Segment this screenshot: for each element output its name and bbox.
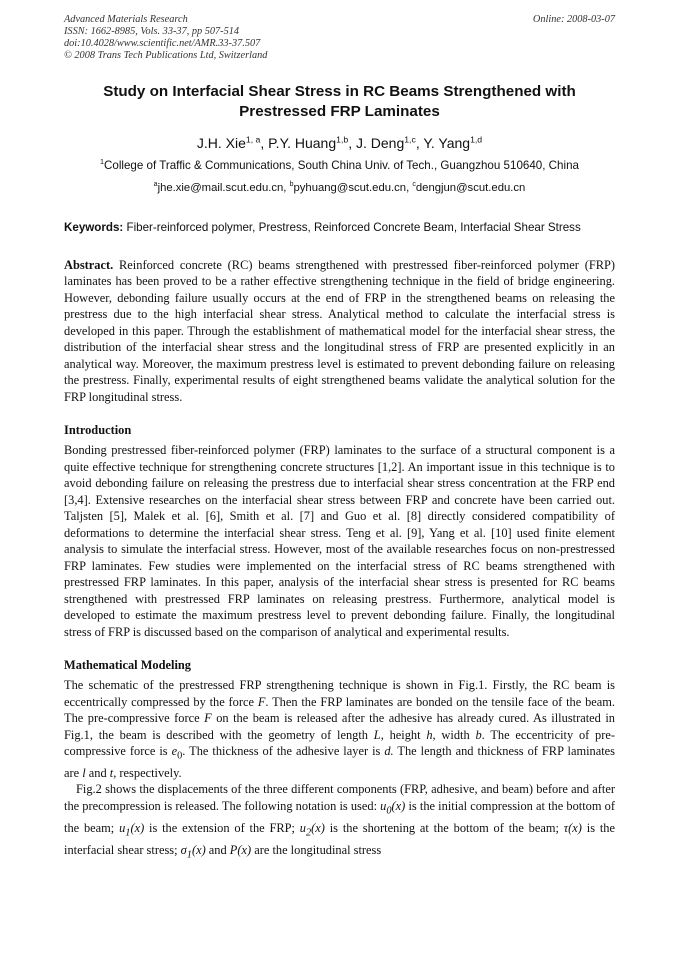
modeling-paragraph-1: [64, 677, 615, 781]
author-superscript: 1,c: [404, 134, 416, 145]
math-subscript: 1: [186, 849, 192, 861]
paper-page: [64, 14, 615, 864]
introduction-heading: Introduction: [64, 423, 132, 437]
text-run: are the longitudinal stress: [251, 842, 382, 857]
abstract-text: Reinforced concrete (RC) beams strengthened with prestressed fiber-reinforced polymer (FRP) laminates has been proved to be a rather effective strengthening technique in the field of bridge engineering. However, debonding failure usually occurs at the end of FRP in the strengthened beams on releasing the prestress due to the high interfacial shear stress. Analytical method to calculate the interfacial stress is developed in this paper. Through the establishment of mathematical model for the interfacial shear stress, the distribution of the interfacial shear stress and the longitudinal stress of FRP are presented explicitly in an analytical way. Moreover, the maximum prestress level is estimated to prevent debonding failure on releasing the prestress. Finally, experimental results of eight strengthened beams validate the analytical solution for the FRP longitudinal stress.: [64, 257, 615, 404]
math-expression: τ(x): [563, 820, 582, 835]
text-run: . The thickness of the adhesive layer is: [182, 744, 385, 758]
introduction-paragraph: Bonding prestressed fiber-reinforced polymer (FRP) laminates to the surface of a structural component is a quite effective technique for strengthening concrete structures [1,2]. An important issue in this technique is to avoid debonding failure on releasing the prestress due to interfacial shear stress concentration at the FRP end [3,4]. Extensive researches on the interfacial shear stress between FRP and concrete have been carried out. Taljsten [5], Malek et al. [6], Smith et al. [7] and Guo et al. [8] directly considered compatibility of deformations to determine the interfacial shear stress. Teng et al. [9], Yang et al. [10] used finite element analysis to simulate the interfacial stress. However, most of the available researches focus on non-prestressed FRP laminates. Few studies were implemented on the interfacial stress of RC beams strengthened with prestressed FRP laminates. In this paper, analysis of the interfacial shear stress is presented for RC beams strengthened with prestressed FRP laminates on releasing prestress. Furthermore, analytical model is developed to estimate the maximum prestress level to prevent debonding failure. Finally, the longitudinal stress of FRP is discussed based on the comparison of analytical and experimental results.: [64, 443, 615, 639]
email-address: pyhuang@scut.edu.cn,: [293, 182, 413, 194]
author-separator: ,: [260, 135, 269, 151]
text-run: , height: [380, 727, 427, 742]
text-run: and: [85, 765, 110, 780]
math-var: F: [204, 711, 212, 725]
author-name: Y. Yang: [423, 135, 471, 151]
journal-issn: ISSN: 1662-8985, Vols. 33-37, pp 507-514: [64, 26, 240, 37]
math-var: σ: [180, 842, 187, 857]
affiliation: [64, 158, 615, 173]
math-var: l: [82, 765, 86, 780]
text-run: is the shortening at the bottom of the beam;: [324, 820, 564, 835]
keywords: [64, 220, 615, 236]
math-var: L: [373, 727, 381, 742]
author-name: J.H. Xie: [196, 135, 246, 151]
math-arg: (x): [130, 820, 145, 835]
email-address: dengjun@scut.edu.cn: [415, 182, 526, 194]
modeling-heading: Mathematical Modeling: [64, 658, 191, 672]
author-superscript: 1,b: [336, 134, 349, 145]
math-subscript: 0: [386, 805, 392, 817]
author-superscript: 1, a: [245, 134, 261, 145]
math-var: d.: [384, 744, 394, 758]
math-expression: [119, 820, 145, 839]
text-run: on the beam is released after the adhesive has already cured. As illustrated in Fig.1, the beam is described with the geometry of length: [64, 711, 615, 742]
math-var: F: [257, 694, 266, 709]
math-var: t: [109, 765, 114, 780]
math-subscript: 0: [177, 750, 183, 762]
author-list: [64, 134, 615, 152]
math-var: u: [380, 798, 387, 813]
text-run: is the extension of the FRP;: [144, 820, 300, 835]
abstract: [64, 257, 615, 406]
math-var: u: [119, 820, 126, 835]
math-expression: P(x): [229, 842, 252, 857]
text-run: The schematic of the prestressed FRP strengthening technique is shown in Fig.1. Firstly, the RC beam is eccentrically compressed by the force: [64, 678, 615, 709]
text-run: Fig.2 shows the displacements of the three different components (FRP, adhesive, and beam) before and after the precompression is released. The following notation is used:: [64, 782, 615, 813]
online-date: Online: 2008-03-07: [532, 14, 615, 25]
email-superscript: b: [289, 181, 294, 189]
email-superscript: a: [153, 181, 158, 189]
email-superscript: c: [412, 181, 416, 189]
math-var: h,: [426, 727, 436, 742]
math-expression: [380, 798, 406, 817]
math-var: e: [171, 744, 178, 758]
abstract-label: Abstract.: [64, 257, 114, 272]
math-subscript: 2: [305, 827, 312, 839]
journal-copyright: © 2008 Trans Tech Publications Ltd, Switzerland: [64, 50, 268, 61]
text-run: The length and thickness of FRP laminates are: [64, 744, 615, 780]
modeling-paragraph-2: [64, 781, 615, 863]
affiliation-text: College of Traffic & Communications, South China Univ. of Tech., Guangzhou 510640, China: [104, 159, 579, 172]
affiliation-superscript: 1: [100, 157, 104, 167]
author-separator: ,: [348, 135, 356, 151]
math-var: u: [299, 820, 306, 835]
math-arg: (x): [391, 798, 406, 813]
text-run: is the interfacial shear stress;: [64, 820, 615, 857]
email-address: jhe.xie@mail.scut.edu.cn,: [157, 182, 290, 194]
math-arg: (x): [191, 842, 206, 857]
math-arg: (x): [311, 820, 325, 835]
text-run: is the initial compression at the bottom of the beam;: [64, 798, 615, 835]
journal-doi: doi:10.4028/www.scientific.net/AMR.33-37.507: [64, 38, 261, 49]
text-run: , respectively.: [113, 765, 182, 780]
math-var: b: [475, 727, 482, 742]
text-run: . Then the FRP laminates are bonded on the tensile face of the beam. The pre-compressive force: [64, 694, 615, 725]
math-expression: [180, 842, 206, 861]
author-separator: ,: [415, 135, 424, 151]
paper-title: Study on Interfacial Shear Stress in RC Beams Strengthened with Prestressed FRP Laminates: [103, 83, 576, 120]
author-superscript: 1,d: [470, 134, 483, 145]
keywords-label: Keywords:: [64, 221, 124, 234]
author-name: J. Deng: [355, 135, 405, 151]
keywords-text: Fiber-reinforced polymer, Prestress, Reinforced Concrete Beam, Interfacial Shear Stress: [123, 221, 581, 234]
journal-info: [64, 14, 267, 62]
math-subscript: 1: [125, 827, 131, 839]
journal-name: Advanced Materials Research: [64, 14, 188, 25]
math-expression: [299, 820, 325, 839]
text-run: width: [435, 727, 476, 742]
journal-header: [64, 14, 615, 66]
text-run: and: [205, 842, 230, 857]
author-name: P.Y. Huang: [268, 135, 337, 151]
text-run: . The eccentricity of pre-compressive force is: [64, 727, 616, 758]
email-list: [64, 181, 615, 196]
